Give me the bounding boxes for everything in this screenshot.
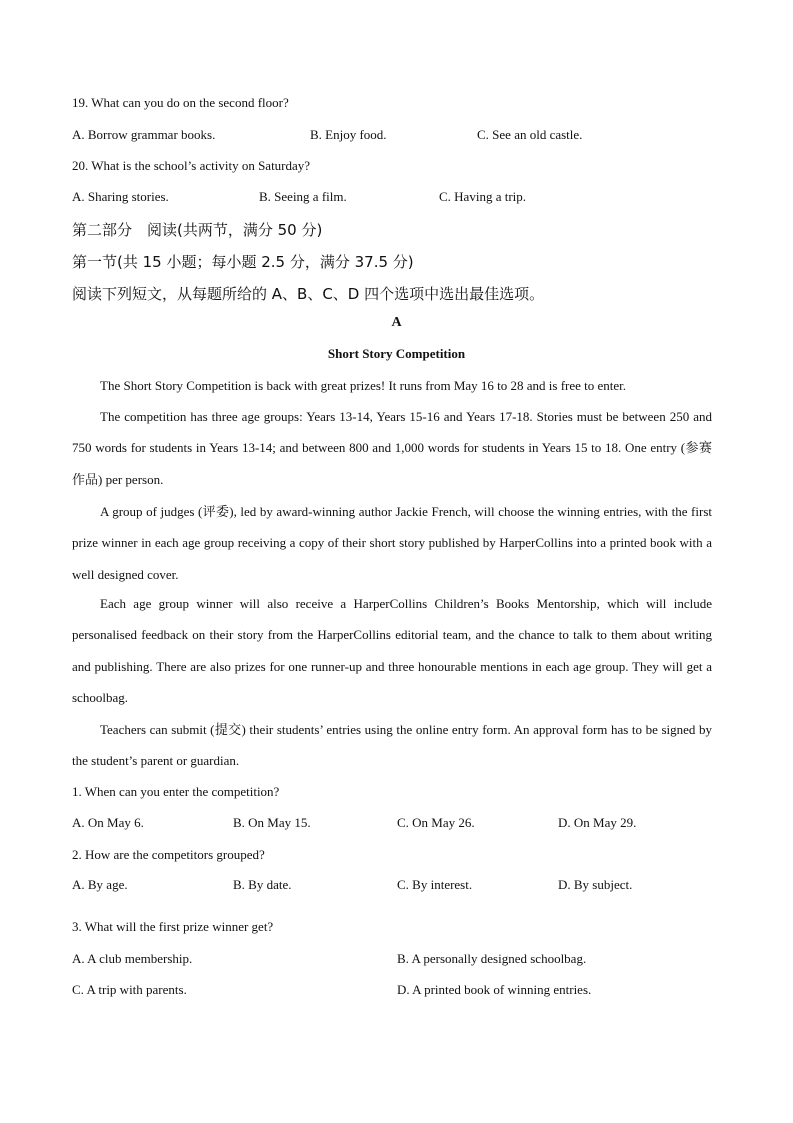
- part-two-title: 第二部分 阅读(共两节，满分 50 分): [72, 221, 323, 239]
- q20-option-c: C. Having a trip.: [439, 189, 527, 204]
- passage-title: Short Story Competition: [327, 346, 466, 361]
- passage-paragraph-4: Each age group winner will also receive a HarperCollins Children’s Books Mentorship, which will include personalised feedback on their story from the HarperCollins editorial team, and the chance to talk to them about writing and publishing. There are also prizes for one runner-up and three honourable mentions in each age group. They will get a schoolbag.: [72, 596, 712, 705]
- q1-option-a: A. On May 6.: [72, 815, 144, 830]
- q19-option-a: A. Borrow grammar books.: [72, 127, 216, 142]
- q1-option-d: D. On May 29.: [558, 815, 637, 830]
- q2-option-c: C. By interest.: [397, 877, 473, 892]
- question-2: 2. How are the competitors grouped?: [72, 847, 265, 862]
- question-19: 19. What can you do on the second floor?: [72, 95, 289, 110]
- passage-paragraph-3: A group of judges (评委), led by award-winning author Jackie French, will choose the winning entries, with the first prize winner in each age group receiving a copy of their short story published by HarperCollins into a printed book with a well designed cover.: [72, 504, 712, 582]
- question-1: 1. When can you enter the competition?: [72, 784, 280, 799]
- q3-option-c: C. A trip with parents.: [72, 982, 187, 997]
- q3-option-b: B. A personally designed schoolbag.: [397, 951, 587, 966]
- q2-option-d: D. By subject.: [558, 877, 633, 892]
- q20-option-a: A. Sharing stories.: [72, 189, 169, 204]
- passage-letter: A: [391, 315, 402, 330]
- q3-option-d: D. A printed book of winning entries.: [397, 982, 592, 997]
- passage-paragraph-1: The Short Story Competition is back with great prizes! It runs from May 16 to 28 and is free to enter.: [100, 378, 627, 393]
- q1-option-c: C. On May 26.: [397, 815, 475, 830]
- q1-option-b: B. On May 15.: [233, 815, 311, 830]
- question-3: 3. What will the first prize winner get?: [72, 919, 274, 934]
- passage-paragraph-5: Teachers can submit (提交) their students’ entries using the online entry form. An approval form has to be signed by the student’s parent or guardian.: [72, 722, 712, 769]
- q19-option-c: C. See an old castle.: [477, 127, 583, 142]
- q2-option-a: A. By age.: [72, 877, 128, 892]
- passage-paragraph-2: The competition has three age groups: Years 13-14, Years 15-16 and Years 17-18. Stories must be between 250 and 750 words for students in Years 13-14; and between 800 and 1,000 words for students in Years 15 to 18. One entry (参赛作品) per person.: [72, 409, 712, 487]
- q19-option-b: B. Enjoy food.: [310, 127, 387, 142]
- question-20: 20. What is the school’s activity on Saturday?: [72, 158, 311, 173]
- q2-option-b: B. By date.: [233, 877, 292, 892]
- q3-option-a: A. A club membership.: [72, 951, 193, 966]
- q20-option-b: B. Seeing a film.: [259, 189, 347, 204]
- section-one-title: 第一节(共 15 小题；每小题 2.5 分，满分 37.5 分): [72, 253, 414, 271]
- reading-instruction: 阅读下列短文，从每题所给的 A、B、C、D 四个选项中选出最佳选项。: [72, 285, 545, 303]
